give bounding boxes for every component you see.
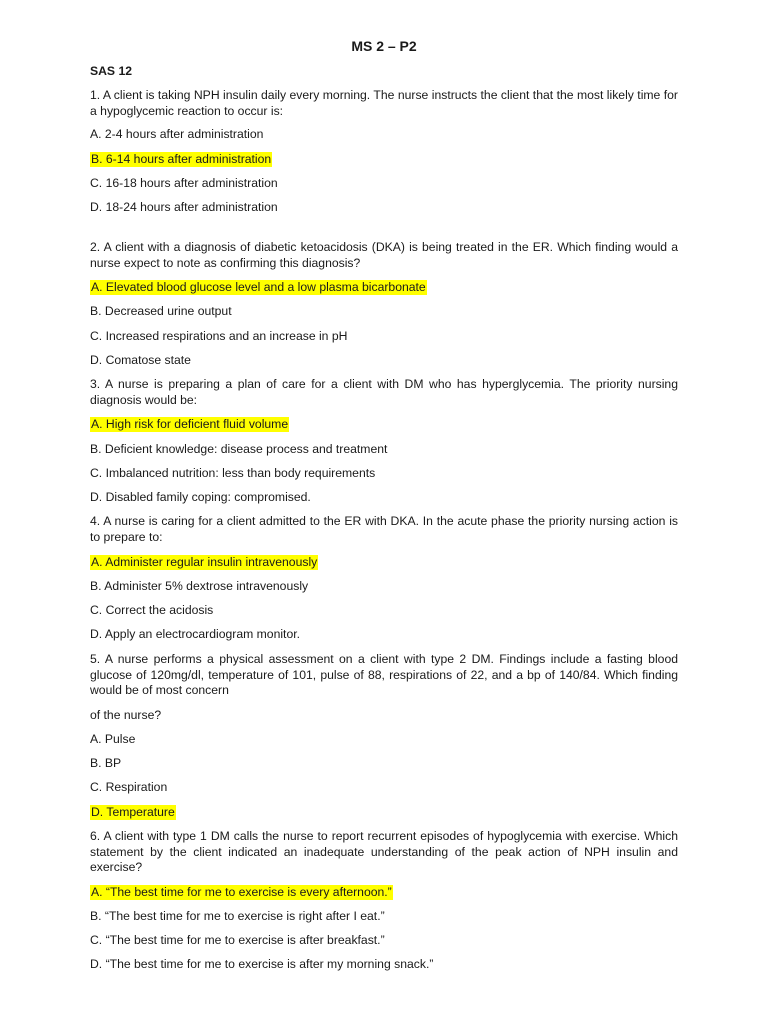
question-4-option-d xyxy=(90,627,678,643)
question-6-option-c xyxy=(90,933,678,949)
option-text: B. Deficient knowledge: disease process and treatment xyxy=(90,442,388,456)
question-4-stem: 4. A nurse is caring for a client admitted to the ER with DKA. In the acute phase the priority nursing action is to prepare to: xyxy=(90,514,678,544)
question-3-option-b xyxy=(90,442,678,458)
option-text: D. Disabled family coping: compromised. xyxy=(90,490,311,504)
question-6-option-b xyxy=(90,909,678,925)
question-2-stem: 2. A client with a diagnosis of diabetic ketoacidosis (DKA) is being treated in the ER. Which finding would a nurse expect to note as confirming this diagnosis? xyxy=(90,240,678,270)
option-text: D. Apply an electrocardiogram monitor. xyxy=(90,627,300,641)
document-title: MS 2 – P2 xyxy=(351,38,417,54)
option-text: C. Imbalanced nutrition: less than body requirements xyxy=(90,466,376,480)
option-text: B. BP xyxy=(90,756,122,770)
option-text: B. Administer 5% dextrose intravenously xyxy=(90,579,309,593)
question-3-option-a xyxy=(90,417,678,433)
question-4-option-b xyxy=(90,579,678,595)
question-5-option-d xyxy=(90,805,678,821)
option-text: A. Pulse xyxy=(90,732,136,746)
question-1-stem: 1. A client is taking NPH insulin daily every morning. The nurse instructs the client that the most likely time for a hypoglycemic reaction to occur is: xyxy=(90,88,678,118)
option-text: B. “The best time for me to exercise is right after I eat.” xyxy=(90,909,385,923)
question-3-stem: 3. A nurse is preparing a plan of care for a client with DM who has hyperglycemia. The priority nursing diagnosis would be: xyxy=(90,377,678,407)
correct-answer-highlight: A. “The best time for me to exercise is every afternoon.” xyxy=(91,885,392,899)
section-label: SAS 12 xyxy=(90,64,133,78)
correct-answer-highlight: B. 6-14 hours after administration xyxy=(91,152,272,166)
question-2-option-c xyxy=(90,329,678,345)
question-1-option-a xyxy=(90,127,678,143)
question-2-option-a xyxy=(90,280,678,296)
option-text: C. 16-18 hours after administration xyxy=(90,176,278,190)
option-text: C. Increased respirations and an increase in pH xyxy=(90,329,348,343)
question-5-option-c xyxy=(90,780,678,796)
correct-answer-highlight: A. High risk for deficient fluid volume xyxy=(91,417,289,431)
question-2-option-d xyxy=(90,353,678,369)
correct-answer-highlight: A. Administer regular insulin intravenously xyxy=(91,555,318,569)
question-5-option-a xyxy=(90,732,678,748)
question-3-option-d xyxy=(90,490,678,506)
option-text: D. Comatose state xyxy=(90,353,191,367)
question-5-stem-continued: of the nurse? xyxy=(90,708,162,722)
option-text: C. “The best time for me to exercise is after breakfast.” xyxy=(90,933,385,947)
option-text: C. Respiration xyxy=(90,780,168,794)
question-4-option-c xyxy=(90,603,678,619)
question-1-option-d xyxy=(90,200,678,216)
correct-answer-highlight: A. Elevated blood glucose level and a low plasma bicarbonate xyxy=(91,280,426,294)
question-5-stem: 5. A nurse performs a physical assessment on a client with type 2 DM. Findings include a fasting blood glucose of 120mg/dl, temperature of 101, pulse of 88, respirations of 22, and a bp of 140/84. Which finding would be of most concern xyxy=(90,652,678,697)
option-text: B. Decreased urine output xyxy=(90,304,232,318)
option-text: C. Correct the acidosis xyxy=(90,603,214,617)
question-1-option-c xyxy=(90,176,678,192)
question-6-option-a xyxy=(90,885,678,901)
correct-answer-highlight: D. Temperature xyxy=(91,805,175,819)
question-1-option-b xyxy=(90,152,678,168)
question-5-option-b xyxy=(90,756,678,772)
option-text: D. “The best time for me to exercise is after my morning snack.” xyxy=(90,957,434,971)
question-4-option-a xyxy=(90,555,678,571)
question-6-stem: 6. A client with type 1 DM calls the nurse to report recurrent episodes of hypoglycemia with exercise. Which statement by the client indicated an inadequate understanding of the peak action of NPH insulin and exercise? xyxy=(90,829,678,874)
question-2-option-b xyxy=(90,304,678,320)
question-6-option-d xyxy=(90,957,678,973)
option-text: A. 2-4 hours after administration xyxy=(90,127,264,141)
question-3-option-c xyxy=(90,466,678,482)
option-text: D. 18-24 hours after administration xyxy=(90,200,278,214)
